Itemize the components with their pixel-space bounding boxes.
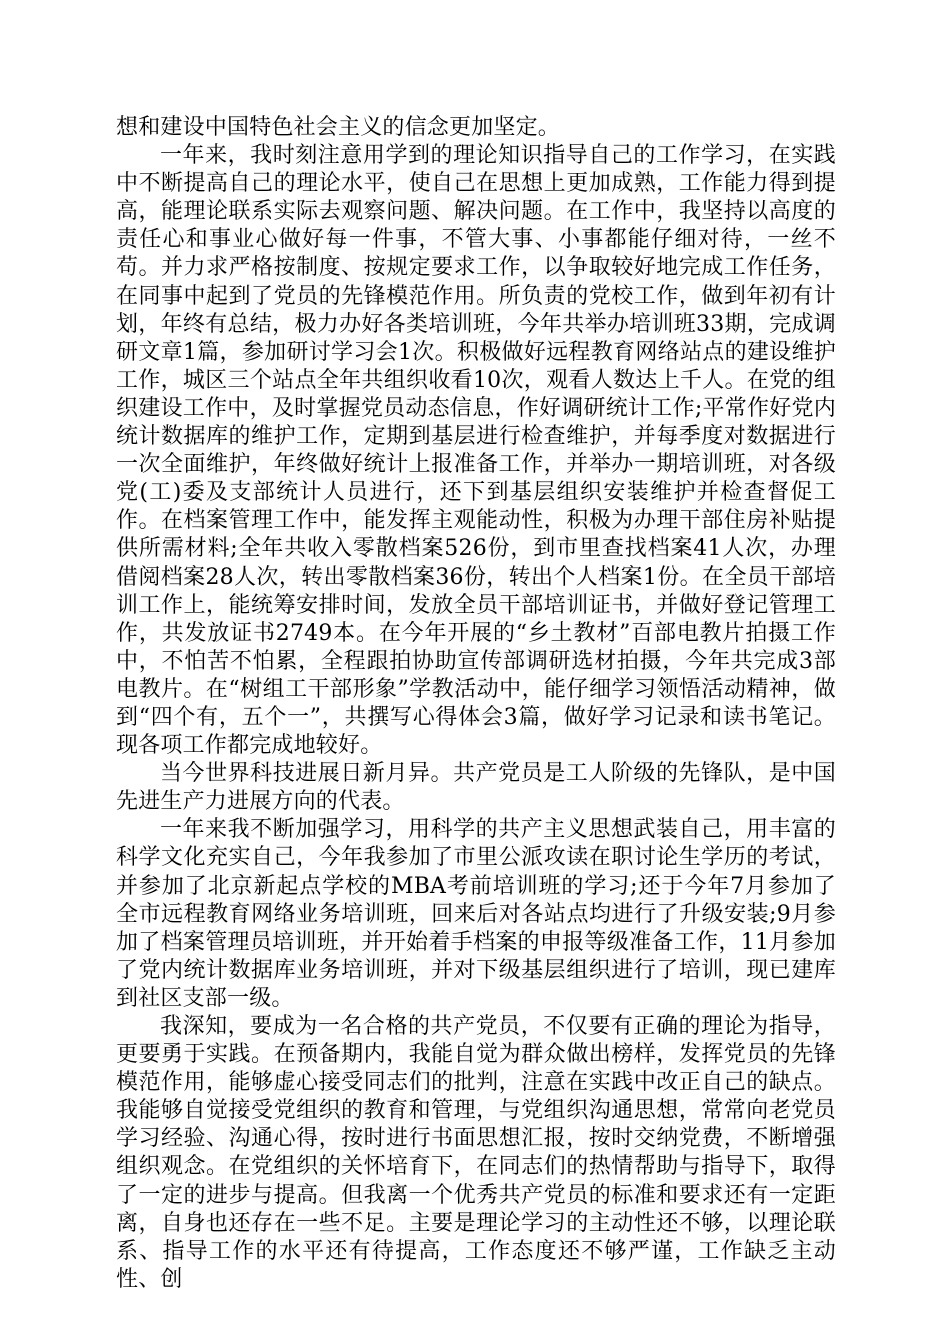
paragraph-4: 一年来我不断加强学习，用科学的共产主义思想武装自己，用丰富的科学文化充实自己，今年我参加了市里公派攻读在职讨论生学历的考试，并参加了北京新起点学校的MBA考前培训班的学习;还于今年7月参加了全市远程教育网络业务培训班，回来后对各站点均进行了升级安装;9月参加了档案管理员培训班，并开始着手档案的申报等级准备工作，11月参加了党内统计数据库业务培训班，并对下级基层组织进行了培训，现已建库到社区支部一级。 [116, 817, 836, 1011]
paragraph-3: 当今世界科技进展日新月异。共产党员是工人阶级的先锋队，是中国先进生产力进展方向的代表。 [116, 761, 836, 815]
paragraph-1: 想和建设中国特色社会主义的信念更加坚定。 [116, 115, 561, 140]
document-page [116, 114, 836, 1294]
paragraph-2: 一年来，我时刻注意用学到的理论知识指导自己的工作学习，在实践中不断提高自己的理论水平，使自己在思想上更加成熟，工作能力得到提高，能理论联系实际去观察问题、解决问题。在工作中，我坚持以高度的责任心和事业心做好每一件事，不管大事、小事都能仔细对待，一丝不苟。并力求严格按制度、按规定要求工作，以争取较好地完成工作任务，在同事中起到了党员的先锋模范作用。所负责的党校工作，做到年初有计划，年终有总结，极力办好各类培训班，今年共举办培训班33期，完成调研文章1篇，参加研讨学习会1次。积极做好远程教育网络站点的建设维护工作，城区三个站点全年共组织收看10次，观看人数达上千人。在党的组织建设工作中，及时掌握党员动态信息，作好调研统计工作;平常作好党内统计数据库的维护工作，定期到基层进行检查维护，并每季度对数据进行一次全面维护，年终做好统计上报准备工作，并举办一期培训班，对各级党(工)委及支部统计人员进行，还下到基层组织安装维护并检查督促工作。在档案管理工作中，能发挥主观能动性，积极为办理干部住房补贴提供所需材料;全年共收入零散档案526份，到市里查找档案41人次，办理借阅档案28人次，转出零散档案36份，转出个人档案1份。在全员干部培训工作上，能统筹安排时间，发放全员干部培训证书，并做好登记管理工作，共发放证书2749本。在今年开展的“乡土教材”百部电教片拍摄工作中，不怕苦不怕累，全程跟拍协助宣传部调研选材拍摄，今年共完成3部电教片。在“树组工干部形象”学教活动中，能仔细学习领悟活动精神，做到“四个有，五个一”，共撰写心得体会3篇，做好学习记录和读书笔记。现各项工作都完成地较好。 [116, 143, 836, 759]
paragraph-5: 我深知，要成为一名合格的共产党员，不仅要有正确的理论为指导，更要勇于实践。在预备期内，我能自觉为群众做出榜样，发挥党员的先锋模范作用，能够虚心接受同志们的批判，注意在实践中改正自己的缺点。我能够自觉接受党组织的教育和管理，与党组织沟通思想，常常向老党员学习经验、沟通心得，按时进行书面思想汇报，按时交纳党费，不断增强组织观念。在党组织的关怀培育下，在同志们的热情帮助与指导下，取得了一定的进步与提高。但我离一个优秀共产党员的标准和要求还有一定距离，自身也还存在一些不足。主要是理论学习的主动性还不够，以理论联系、指导工作的水平还有待提高，工作态度还不够严谨，工作缺乏主动性、创 [116, 1014, 836, 1292]
